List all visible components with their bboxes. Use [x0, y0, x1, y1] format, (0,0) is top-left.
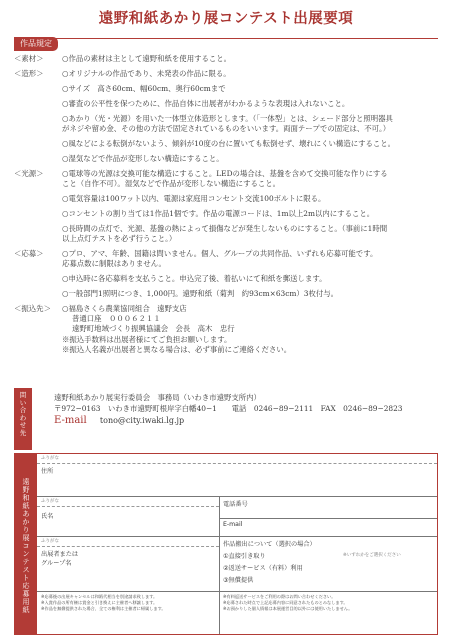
section-divider: [14, 38, 438, 39]
group-cell[interactable]: [41, 538, 78, 567]
address-label: 住所: [41, 468, 54, 475]
phone-cell[interactable]: [223, 499, 248, 508]
email-cell[interactable]: [223, 521, 242, 528]
rule-bank-transfer: [14, 304, 444, 355]
notes-left: [41, 594, 166, 613]
return-cell: [223, 539, 401, 584]
rule-line: こと（自作不可）。湿気などで作品が変形しない構造にすること。: [62, 178, 281, 188]
note-line: ※入賞作品の所有権は賞金と引き換えに主催者へ移譲します。: [41, 600, 158, 606]
contact-section: [14, 388, 438, 450]
rule-line: ○サイズ 高さ60cm、幅60cm、奥行60cmまで: [62, 83, 226, 93]
rule-line: ○風などによる転倒がないよう、傾斜が10度の台に置いても転倒せず、壊れにくい構造にすること。: [62, 138, 396, 148]
row-divider: [37, 591, 437, 592]
rule-line: ○申込時に各応募料を支払うこと。申込完了後、着払いにて和紙を郵送します。: [62, 273, 327, 283]
rules-list: [14, 54, 444, 355]
email-field-label: E-mail: [223, 521, 243, 528]
rule-line: ※振込手数料は出展者様にてご負担お願いします。: [62, 334, 232, 344]
address-cell[interactable]: [41, 455, 59, 475]
furigana-divider: [37, 463, 437, 464]
row-divider: [37, 496, 437, 497]
return-option-1[interactable]: ①直接引き取り ※いずれかをご選択ください: [223, 553, 401, 560]
note-line: ※応募された時点で上記応募内容に同意されたものとみなします。: [223, 600, 348, 606]
return-label: 作品搬出について（選択の場合）: [223, 541, 316, 548]
application-form: [14, 453, 438, 635]
page-title: 遠野和紙あかり展コンテスト出展要項: [98, 10, 354, 27]
rule-line: ※振込人名義が出展者と異なる場合は、必ず事前にご連絡ください。: [62, 344, 292, 354]
rule-line: 普通口座 ０００６２１１: [72, 313, 161, 323]
notes-right: [223, 594, 352, 613]
rule-label: ＜光源＞: [14, 168, 44, 178]
form-title: 遠 野 和 紙 あ か り 展 コ ン テ ス ト 応 募 用 紙: [22, 478, 30, 614]
section-label: 作品規定: [14, 37, 58, 51]
contact-org: 遠野和紙あかり展実行委員会 事務局（いわき市遠野支所内）: [54, 393, 261, 402]
rule-label: ＜応募＞: [14, 248, 44, 258]
rule-line: ○作品の素材は主として遠野和紙を使用すること。: [62, 54, 232, 63]
note-line: ※応募後の出展キャンセルは和紙代相当を別途請求致します。: [41, 594, 158, 599]
rule-line: ○湿気などで作品が変形しない構造にすること。: [62, 153, 224, 163]
note-line: ※有料返送サービスをご利用の際はお問い合わせください。: [223, 594, 336, 599]
rule-line: ○オリジナルの作品であり、未発表の作品に限る。: [62, 68, 231, 78]
rule-line: 応募点数に制限はありません。: [62, 258, 166, 268]
furigana-divider: [37, 546, 219, 547]
rule-form: [14, 69, 444, 164]
contact-tag: [14, 388, 32, 450]
rule-line: ○電球等の光源は交換可能な構造にすること。LEDの場合は、基盤を含めて交換可能な作りにする: [62, 168, 388, 178]
rule-line: ○あかり（光・光源）を用いた一体型立体造形とします。（「一体型」とは、シェード部分と照明器具: [62, 113, 393, 123]
rule-line: ○コンセントの割り当ては1作品1個です。作品の電源コードは、1m以上2m以内にすること。: [62, 208, 375, 218]
return-note: ※いずれかをご選択ください: [343, 553, 401, 558]
note-line: ※お預かりした個人情報は本展運営目的以外には使用いたしません。: [223, 606, 353, 612]
email-link[interactable]: tono@city.iwaki.lg.jp: [99, 416, 185, 425]
furigana-label: ふりがな: [41, 456, 59, 461]
name-label: 氏名: [41, 513, 54, 520]
contact-tag-label: 問 い 合 わ せ 先: [19, 391, 27, 437]
rule-line: ○電気容量は100ワット以内、電源は家庭用コンセント交流100ボルトに限る。: [62, 193, 326, 203]
return-option-3[interactable]: ③無償提供: [223, 577, 254, 584]
name-cell[interactable]: [41, 498, 59, 520]
furigana-label: ふりがな: [41, 499, 59, 504]
rule-application: [14, 249, 444, 299]
column-divider: [219, 496, 220, 536]
rule-line: 遠野町地域づくり振興協議会 会長 高木 忠行: [72, 324, 235, 334]
rule-light-source: [14, 169, 444, 245]
rule-line: ○プロ、アマ、年齢、国籍は問いません。個人、グループの共同作品、いずれも応募可能です。: [62, 248, 378, 258]
row-divider: [37, 536, 437, 537]
column-divider: [219, 536, 220, 591]
column-divider: [219, 591, 220, 634]
contact-address: 〒972−0163 いわき市遠野町根岸字白幡40−1 電話 0246−89−2111 FAX 0246−89−2823: [54, 404, 403, 413]
rule-line: がネジや留め金、その他の方法で固定されているものをいいます。両面テープでの固定は、不可。）: [62, 123, 391, 133]
return-option-2[interactable]: ②返送サービス（有料）利用: [223, 565, 303, 572]
rule-label: ＜振込先＞: [14, 303, 51, 313]
email-label: E-mail: [54, 415, 87, 426]
rule-label: ＜造形＞: [14, 68, 44, 78]
furigana-divider: [37, 506, 219, 507]
rule-line: ○審査の公平性を保つために、作品自体に出展者がわかるような表現は入れないこと。: [62, 98, 350, 108]
form-side-label: [15, 454, 37, 634]
rule-material: [14, 54, 444, 64]
row-divider: [219, 518, 437, 519]
rule-line: ○福島さくら農業協同組合 遠野支店: [62, 303, 187, 313]
rule-line: 以上点灯テストを必ず行うこと。）: [62, 233, 177, 243]
group-label-1: 出展者または: [41, 551, 79, 558]
rule-line: ○長時間の点灯で、光源、基盤の熱によって損傷などが発生しないものにすること。（事前に1時間: [62, 223, 388, 233]
rule-line: ○一般部門1照明につき、1,000円。遠野和紙（菊判 約93cm×63cm）3枚付与。: [62, 288, 339, 298]
note-line: ※作品を無償提供された場合、全ての権利は主催者に帰属します。: [41, 606, 166, 612]
phone-label: 電話番号: [223, 501, 248, 508]
group-label-2: グループ名: [41, 560, 72, 567]
furigana-label: ふりがな: [41, 539, 59, 544]
rule-label: ＜素材＞: [14, 54, 44, 63]
